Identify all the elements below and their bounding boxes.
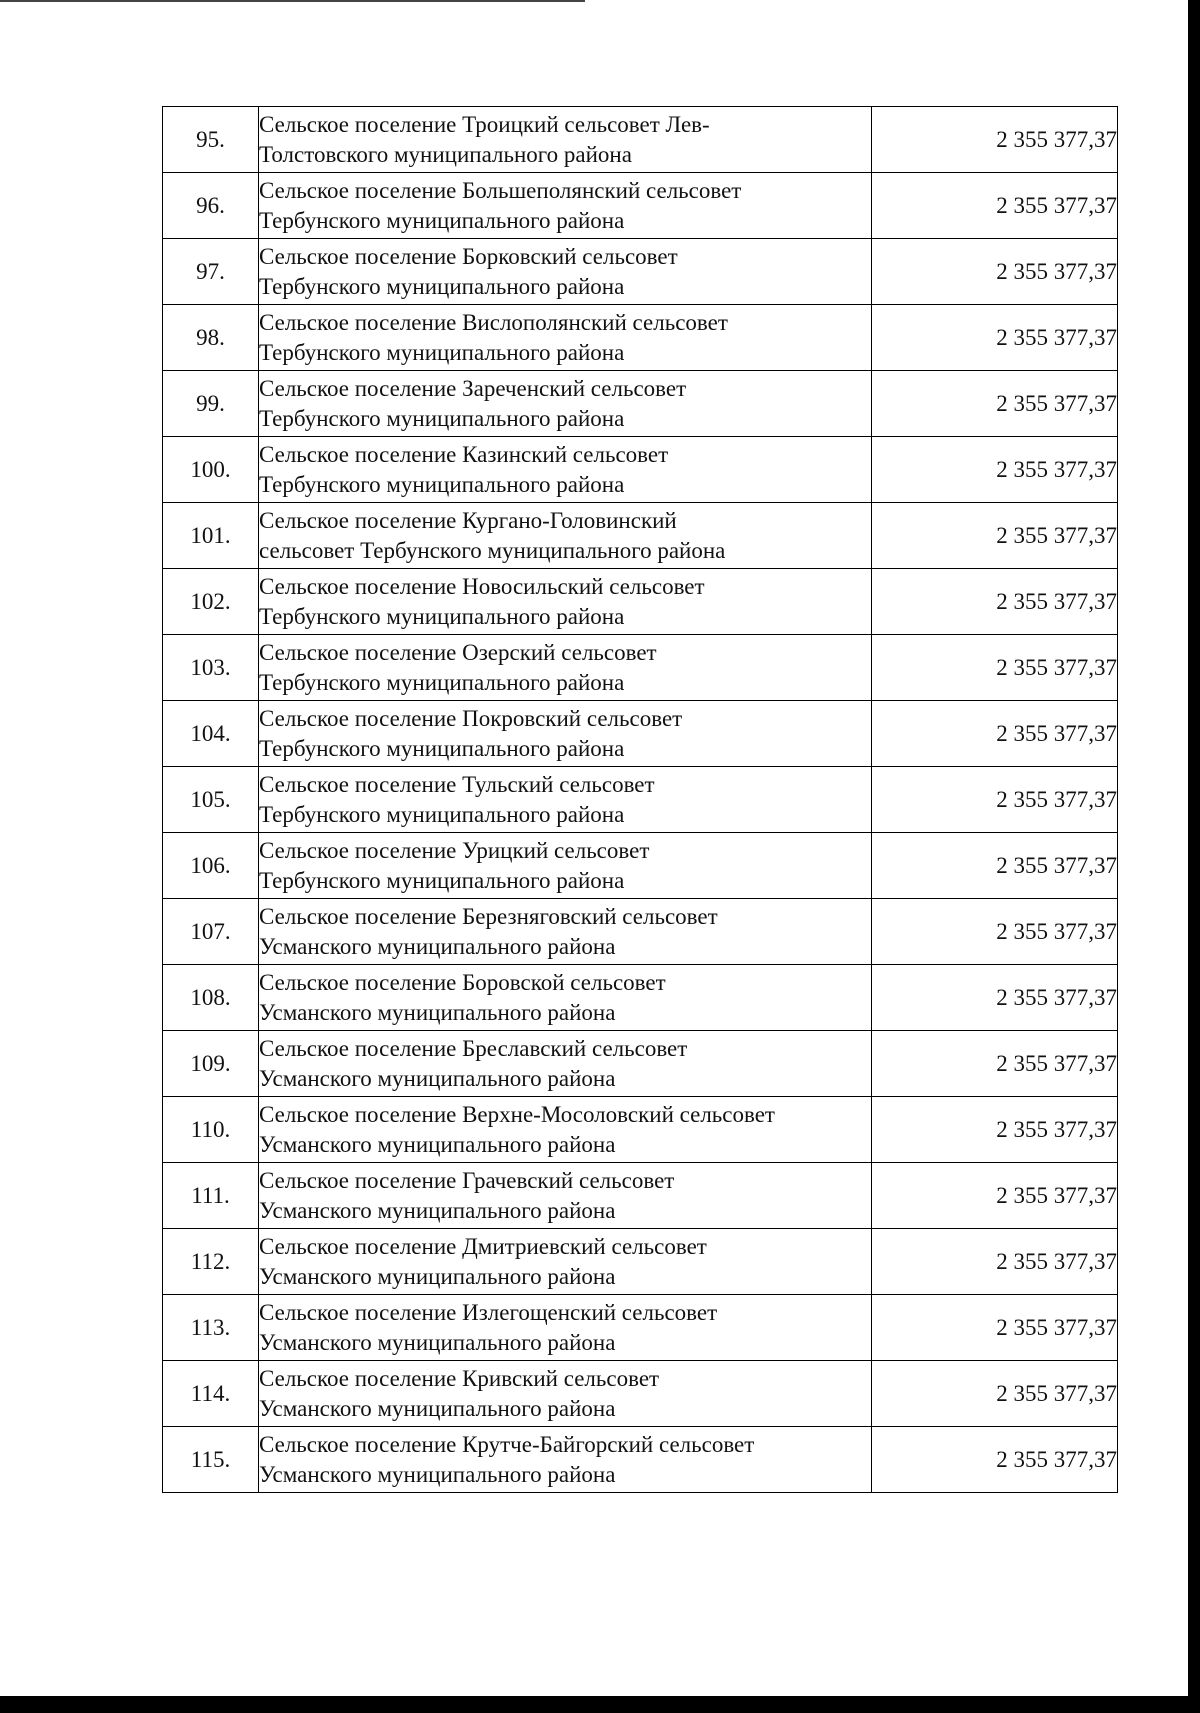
allocation-amount: 2 355 377,37 [872,635,1118,701]
table-row [163,371,1118,437]
row-number: 110. [163,1097,259,1163]
table-row [163,767,1118,833]
settlement-name [259,635,872,701]
settlement-name [259,1163,872,1229]
settlement-name-line-2: Тербунского муниципального района [259,339,625,365]
settlement-name [259,1427,872,1493]
settlement-name-line-2: Усманского муниципального района [259,933,616,959]
settlement-name [259,437,872,503]
settlement-name-line-1: Сельское поселение Троицкий сельсовет Лев- [259,111,710,137]
table-row [163,107,1118,173]
row-number: 98. [163,305,259,371]
settlement-name-line-2: Тербунского муниципального района [259,867,625,893]
table-row [163,1295,1118,1361]
settlement-name [259,1031,872,1097]
settlement-name-line-1: Сельское поселение Дмитриевский сельсовет [259,1233,707,1259]
settlement-name [259,569,872,635]
table-row [163,1361,1118,1427]
settlement-name-line-2: Усманского муниципального района [259,1065,616,1091]
settlement-name-line-1: Сельское поселение Кривский сельсовет [259,1365,660,1391]
row-number: 114. [163,1361,259,1427]
settlement-name [259,1361,872,1427]
row-number: 113. [163,1295,259,1361]
row-number: 109. [163,1031,259,1097]
row-number: 111. [163,1163,259,1229]
row-number: 108. [163,965,259,1031]
allocation-amount: 2 355 377,37 [872,767,1118,833]
settlement-name [259,173,872,239]
row-number: 105. [163,767,259,833]
table-row [163,1427,1118,1493]
allocation-amount: 2 355 377,37 [872,1097,1118,1163]
row-number: 102. [163,569,259,635]
settlement-name-line-2: Тербунского муниципального района [259,405,625,431]
settlement-name-line-2: Усманского муниципального района [259,1395,616,1421]
settlement-name-line-1: Сельское поселение Большеполянский сельсовет [259,177,742,203]
table-row [163,239,1118,305]
settlement-name-line-2: Усманского муниципального района [259,1131,616,1157]
allocation-amount: 2 355 377,37 [872,899,1118,965]
row-number: 97. [163,239,259,305]
settlement-name [259,833,872,899]
settlement-name-line-2: сельсовет Тербунского муниципального района [259,537,726,563]
settlement-name-line-1: Сельское поселение Грачевский сельсовет [259,1167,675,1193]
allocation-amount: 2 355 377,37 [872,437,1118,503]
table-row [163,833,1118,899]
table-row [163,1229,1118,1295]
allocation-table [162,106,1118,1493]
settlement-name-line-2: Тербунского муниципального района [259,273,625,299]
settlement-name-line-1: Сельское поселение Покровский сельсовет [259,705,683,731]
settlement-name-line-2: Толстовского муниципального района [259,141,632,167]
allocation-amount: 2 355 377,37 [872,107,1118,173]
settlement-name [259,305,872,371]
settlement-name-line-1: Сельское поселение Боровской сельсовет [259,969,666,995]
settlement-name-line-2: Усманского муниципального района [259,999,616,1025]
table-row [163,899,1118,965]
settlement-name-line-2: Тербунского муниципального района [259,207,625,233]
settlement-name [259,965,872,1031]
settlement-name-line-1: Сельское поселение Казинский сельсовет [259,441,669,467]
allocation-amount: 2 355 377,37 [872,1031,1118,1097]
settlement-name-line-2: Усманского муниципального района [259,1197,616,1223]
settlement-name-line-2: Тербунского муниципального района [259,669,625,695]
allocation-amount: 2 355 377,37 [872,569,1118,635]
allocation-amount: 2 355 377,37 [872,1163,1118,1229]
allocation-amount: 2 355 377,37 [872,173,1118,239]
scan-top-rule [0,0,585,2]
row-number: 95. [163,107,259,173]
row-number: 101. [163,503,259,569]
table-row [163,1031,1118,1097]
table-row [163,635,1118,701]
settlement-name-line-1: Сельское поселение Кургано-Головинский [259,507,677,533]
row-number: 112. [163,1229,259,1295]
settlement-name [259,1229,872,1295]
allocation-amount: 2 355 377,37 [872,239,1118,305]
scan-edge-right [1188,0,1200,1713]
scan-edge-bottom [0,1696,1200,1713]
settlement-name [259,1097,872,1163]
row-number: 99. [163,371,259,437]
settlement-name-line-2: Усманского муниципального района [259,1263,616,1289]
allocation-amount: 2 355 377,37 [872,503,1118,569]
allocation-amount: 2 355 377,37 [872,371,1118,437]
row-number: 100. [163,437,259,503]
settlement-name-line-1: Сельское поселение Излегощенский сельсовет [259,1299,718,1325]
row-number: 104. [163,701,259,767]
settlement-name-line-1: Сельское поселение Вислополянский сельсовет [259,309,728,335]
table-row [163,173,1118,239]
table-row [163,305,1118,371]
table-row [163,965,1118,1031]
table-row [163,569,1118,635]
settlement-name-line-1: Сельское поселение Озерский сельсовет [259,639,657,665]
settlement-name [259,503,872,569]
settlement-name-line-1: Сельское поселение Тульский сельсовет [259,771,655,797]
settlement-name-line-1: Сельское поселение Новосильский сельсовет [259,573,705,599]
settlement-name [259,701,872,767]
allocation-amount: 2 355 377,37 [872,1295,1118,1361]
settlement-name-line-2: Тербунского муниципального района [259,603,625,629]
allocation-amount: 2 355 377,37 [872,305,1118,371]
settlement-name-line-1: Сельское поселение Урицкий сельсовет [259,837,650,863]
settlement-name [259,1295,872,1361]
settlement-name-line-2: Тербунского муниципального района [259,801,625,827]
settlement-name-line-2: Усманского муниципального района [259,1461,616,1487]
settlement-name-line-1: Сельское поселение Бреславский сельсовет [259,1035,688,1061]
table-row [163,701,1118,767]
settlement-name-line-2: Тербунского муниципального района [259,471,625,497]
row-number: 106. [163,833,259,899]
settlement-name-line-1: Сельское поселение Верхне-Мосоловский сельсовет [259,1101,775,1127]
allocation-amount: 2 355 377,37 [872,701,1118,767]
settlement-name-line-1: Сельское поселение Зареченский сельсовет [259,375,687,401]
row-number: 107. [163,899,259,965]
settlement-name-line-1: Сельское поселение Крутче-Байгорский сельсовет [259,1431,755,1457]
allocation-amount: 2 355 377,37 [872,1361,1118,1427]
table-row [163,503,1118,569]
settlement-name-line-1: Сельское поселение Борковский сельсовет [259,243,678,269]
row-number: 115. [163,1427,259,1493]
table-row [163,1163,1118,1229]
row-number: 103. [163,635,259,701]
table-row [163,437,1118,503]
allocation-amount: 2 355 377,37 [872,965,1118,1031]
settlement-name [259,371,872,437]
allocation-amount: 2 355 377,37 [872,833,1118,899]
settlement-name [259,107,872,173]
table-row [163,1097,1118,1163]
settlement-name-line-2: Усманского муниципального района [259,1329,616,1355]
settlement-name [259,239,872,305]
row-number: 96. [163,173,259,239]
allocation-amount: 2 355 377,37 [872,1229,1118,1295]
settlement-name-line-1: Сельское поселение Березняговский сельсовет [259,903,718,929]
table-body [163,107,1118,1493]
settlement-name-line-2: Тербунского муниципального района [259,735,625,761]
settlement-name [259,767,872,833]
settlement-name [259,899,872,965]
allocation-amount: 2 355 377,37 [872,1427,1118,1493]
